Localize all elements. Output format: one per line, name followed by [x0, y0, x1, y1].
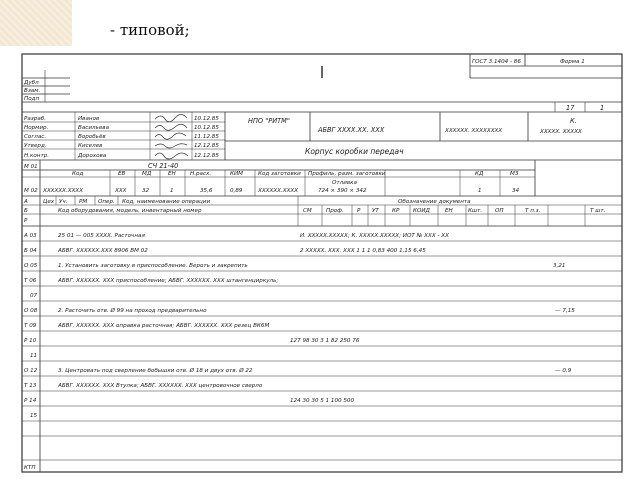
row-doc: 127 98 30 3 1 82 250 76 — [290, 338, 360, 344]
sig-date: 10.12.85 — [194, 125, 219, 131]
m02-profile-top: Отливка — [332, 180, 357, 186]
m01-h-md: МД — [142, 171, 152, 177]
h-prof: Проф. — [326, 208, 344, 214]
row-doc: 124 30 30 5 1 100 500 — [290, 398, 355, 404]
h-en: ЕН — [445, 208, 453, 214]
row-code-a: А — [24, 199, 28, 205]
m02-nrash: 35,6 — [200, 188, 213, 194]
h-tpz: Т п.з. — [525, 208, 541, 214]
m01-h-nrash: Н.расх. — [190, 171, 212, 177]
row-text: АБВГ. ХХХХХХ. ХХХ приспособление; АБВГ. ХХХХХХ. ХХХ штангенциркуль; — [58, 278, 279, 284]
m02-profile: 724 × 390 × 342 — [318, 188, 367, 194]
m01-h-mz: МЗ — [510, 171, 519, 177]
sig-date: 10.12.85 — [194, 116, 219, 122]
sig-name: Киселев — [78, 143, 103, 149]
gost-label: ГОСТ 3.1404 - 86 — [472, 59, 521, 65]
row-code: Б 04 — [24, 248, 37, 254]
label-dubl: Дубл — [24, 80, 39, 86]
h-uch: Уч. — [59, 199, 68, 205]
m02-kim: 0,89 — [230, 188, 243, 194]
sig-role: Утверд. — [24, 143, 47, 149]
m01-h-kim: КИМ — [230, 171, 243, 177]
row-code: О 08 — [24, 308, 38, 314]
row-code: А 03 — [24, 233, 37, 239]
row-code: Т 09 — [24, 323, 37, 329]
sig-role: Нормир. — [24, 125, 49, 131]
row-text: 3. Центровать под сверление бобышки отв. Ø 18 и двух отв. Ø 22 — [58, 368, 253, 374]
m01-h-ev: ЕВ — [118, 171, 126, 177]
h-doc: Обозначение документа — [398, 199, 471, 205]
row-code-m02: М 02 — [24, 188, 38, 194]
row-code: 15 — [30, 413, 38, 419]
h-oper-name: Код, наименование операции — [122, 199, 211, 205]
part-name: Корпус коробки передач — [305, 147, 404, 156]
k-label: К. — [570, 117, 577, 125]
sig-name: Васильева — [78, 125, 110, 131]
m02-ev: ХХХ — [115, 188, 127, 194]
row-doc: — 0,9 — [555, 368, 572, 374]
footer-ktp: КТП — [24, 465, 36, 471]
row-code: Т 06 — [24, 278, 37, 284]
h-rm: РМ — [79, 199, 88, 205]
sig-role: Н.контр. — [24, 153, 50, 159]
row-doc: И. ХХХХХ.ХХХХХ; К. ХХХХХ.ХХХХХ; ИОТ № ХХХ - ХХ — [300, 233, 449, 239]
row-doc: 2 ХХХХХ. ХХХ. ХХХ 1 1 1 0,83 400 1,15 6,45 — [300, 248, 426, 254]
sig-name: Воробьёв — [78, 134, 106, 140]
signature-scribble — [155, 124, 187, 130]
row-code: Р 14 — [24, 398, 37, 404]
h-r: Р — [357, 208, 361, 214]
sig-role: Разраб. — [24, 116, 46, 122]
signature-list — [24, 116, 219, 159]
m01-h-kd: КД — [475, 171, 484, 177]
sig-date: 11.12.85 — [194, 134, 219, 140]
caption-text: - типовой; — [110, 21, 190, 39]
m01-h-profile: Профиль, разм. заготовки — [308, 171, 386, 177]
row-code: О 05 — [24, 263, 38, 269]
row-text: АБВГ. ХХХХХХ.ХХХ 8906 ВМ 02 — [58, 248, 148, 254]
org-name: НПО "РИТМ" — [248, 117, 290, 125]
sheet-b: 1 — [600, 104, 605, 112]
k-code: ХХХХХ. ХХХХХ — [540, 129, 582, 135]
sig-role: Соглас. — [24, 134, 47, 140]
h-equipment: Код оборудования, модель, инвентарный номер — [58, 208, 202, 214]
signature-scribble — [155, 133, 186, 139]
row-code: О 12 — [24, 368, 38, 374]
row-code: Т 13 — [24, 383, 37, 389]
row-text: АБВГ. ХХХХХХ. ХХХ Втулка; АБВГ. ХХХХХХ. ХХХ центровочное сверло — [58, 383, 263, 389]
row-text: 2. Расточить отв. Ø 99 на проход предварительно — [58, 308, 207, 314]
row-code-m01: М 01 — [24, 164, 38, 170]
row-code: 07 — [30, 293, 38, 299]
m01-h-en: ЕН — [168, 171, 176, 177]
sig-name: Иванов — [78, 116, 100, 122]
body-row-lines — [22, 241, 622, 460]
row-code-sub: Р — [24, 218, 28, 224]
h-ut: УТ — [372, 208, 379, 214]
row-code: Р 10 — [24, 338, 37, 344]
material: СЧ 21-40 — [148, 162, 179, 170]
h-sm: СМ — [303, 208, 312, 214]
m02-kodzag: ХХХХХХ.ХХХХ — [258, 188, 299, 194]
m01-h-kodzag: Код заготовки — [258, 171, 301, 177]
sig-date: 12.12.85 — [194, 153, 219, 159]
signature-scribble — [155, 144, 187, 148]
h-koid: КОИД — [413, 208, 430, 214]
m02-kd: 1 — [478, 188, 482, 194]
row-doc: 3,21 — [553, 263, 566, 269]
h-tsht: Т шт. — [590, 208, 606, 214]
label-vzam: Взам. — [24, 88, 41, 94]
row-code: 11 — [30, 353, 38, 359]
signature-scribble — [155, 153, 188, 159]
row-text: 25 01 — 005 ХХХХ. Расточная — [58, 233, 145, 239]
row-text: АБВГ. ХХХХХХ. ХХХ оправка расточная; АБВГ. ХХХХХХ. ХХХ резец ВК6М — [58, 323, 270, 329]
row-text: 1. Установить заготовку в приспособление. Вероть и закрепить — [58, 263, 248, 269]
m02-md: 32 — [142, 188, 150, 194]
h-op: ОП — [495, 208, 504, 214]
h-ksht: Кшт. — [468, 208, 483, 214]
signature-scribble — [155, 115, 187, 122]
m02-en: 1 — [170, 188, 174, 194]
doc-code: АБВГ ХХХХ.ХХ. ХХХ — [318, 126, 385, 134]
sig-name: Дорохова — [78, 153, 107, 159]
forma-label: Форма 1 — [560, 59, 585, 65]
sig-date: 12.12.85 — [194, 143, 219, 149]
row-doc: — 7,15 — [555, 308, 575, 314]
sheet-a: 17 — [566, 104, 575, 112]
label-podp: Подп — [24, 96, 40, 102]
m02-mz: 34 — [512, 188, 520, 194]
m01-h-kod: Код — [72, 171, 84, 177]
row-code-b: Б — [24, 208, 28, 214]
m02-kod: ХХХХХХ.ХХХХ — [43, 188, 84, 194]
h-oper: Опер. — [98, 199, 115, 205]
doc-code-2: ХХХХХХ. ХХХХХХХХ — [445, 128, 503, 134]
h-kr: КР — [392, 208, 400, 214]
h-ceh: Цех — [43, 199, 55, 205]
